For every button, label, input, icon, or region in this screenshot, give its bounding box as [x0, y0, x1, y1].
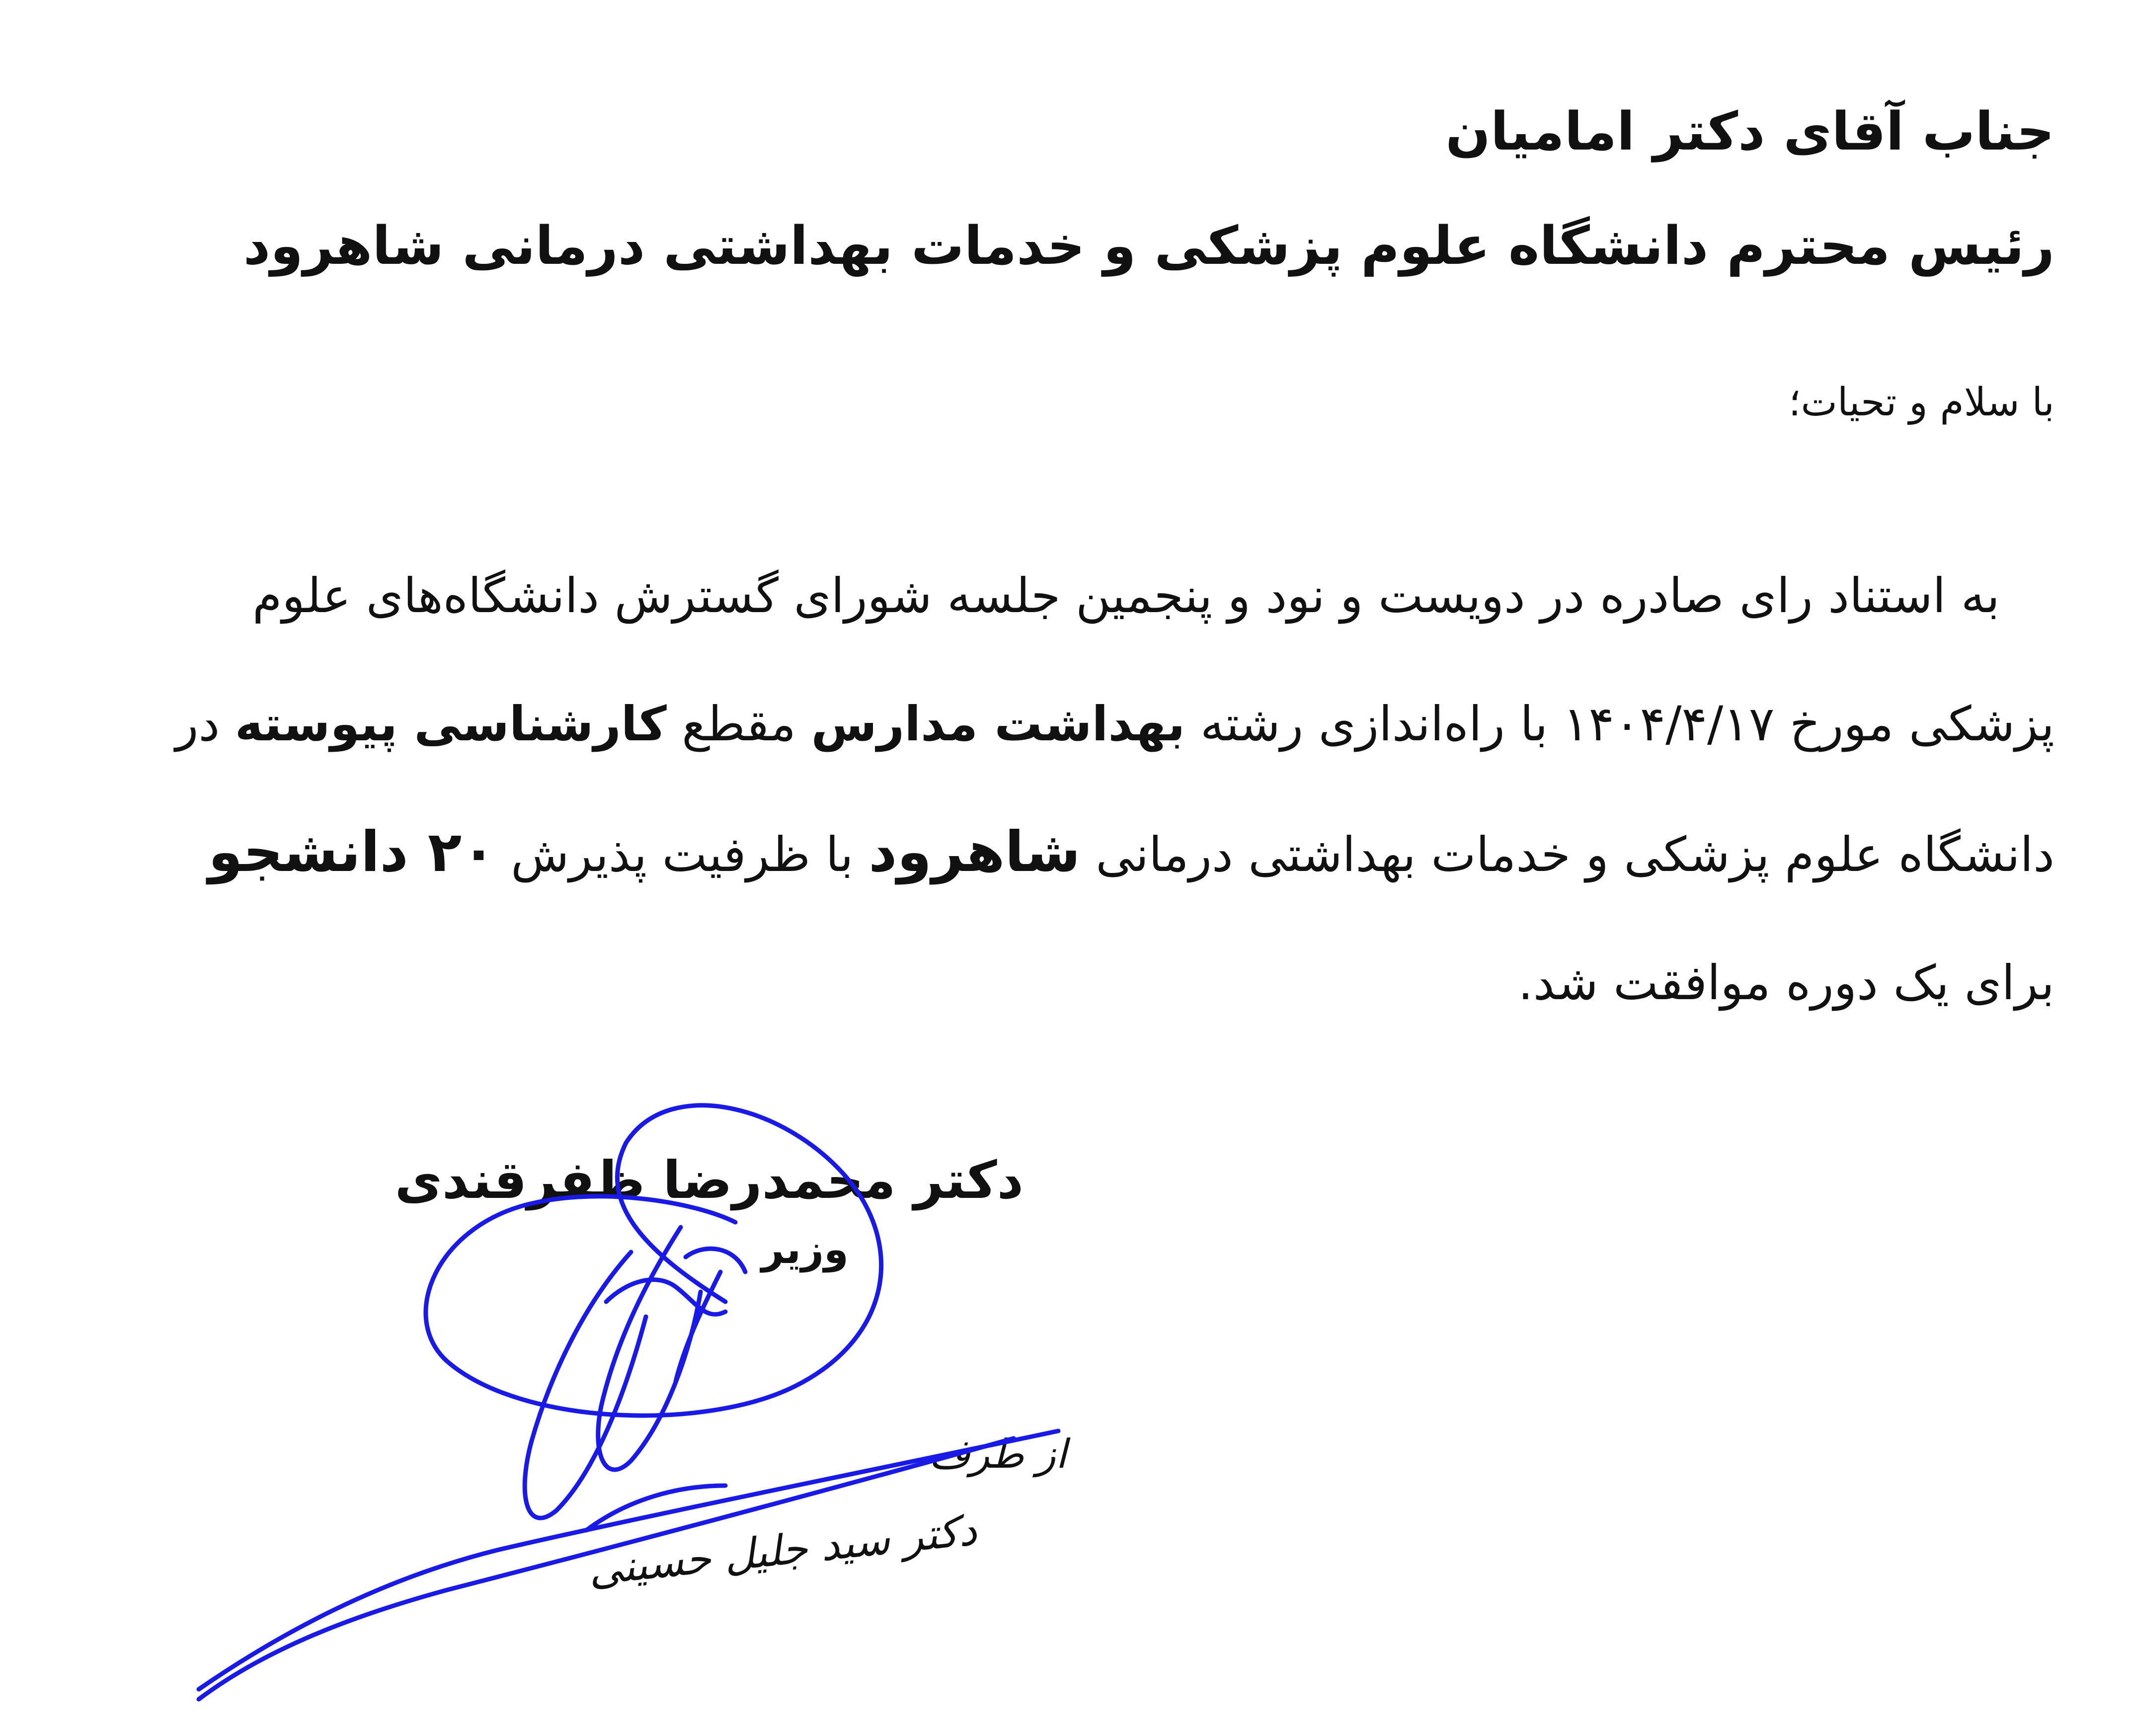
addressee-name: جناب آقای دکتر امامیان [1445, 101, 2054, 162]
signer-name: دکتر محمدرضا ظفرقندی [394, 1150, 1024, 1210]
body-line-1 [107, 532, 2054, 660]
letter-body [107, 532, 2054, 1047]
body-text-4: برای یک دوره موافقت شد. [1518, 955, 2054, 1011]
body-text-3c: با ظرفیت پذیرش [495, 827, 869, 882]
body-line-2 [107, 660, 2054, 788]
signature-stroke [676, 1272, 720, 1381]
field-name: بهداشت مدارس [811, 696, 1185, 752]
body-text-3a: دانشگاه علوم پزشکی و خدمات بهداشتی درمانی [1080, 827, 2054, 882]
body-text-2a: پزشکی مورخ ۱۴۰۴/۴/۱۷ با راه‌اندازی رشته [1185, 696, 2054, 752]
body-text-2e: در [175, 696, 235, 752]
addressee-block [117, 75, 2054, 303]
signature-stroke [606, 1280, 725, 1315]
signer-block [394, 1143, 1024, 1277]
body-line-3 [107, 788, 2054, 919]
signature-stroke [525, 1252, 646, 1518]
degree-level: کارشناسی پیوسته [235, 696, 667, 752]
on-behalf-label: از طرف [929, 1431, 1067, 1477]
signer-title: وزیر [761, 1226, 849, 1272]
deputy-name: دکتر سید جلیل حسینی [586, 1505, 979, 1595]
signature-stroke [586, 1486, 725, 1530]
body-line-4 [107, 919, 2054, 1047]
body-text-1: به استناد رای صادره در دویست و نود و پنجمین جلسه شورای گسترش دانشگاه‌های علوم [252, 568, 2000, 624]
addressee-title: رئیس محترم دانشگاه علوم پزشکی و خدمات بهداشتی درمانی شاهرود [243, 215, 2054, 276]
body-text-2c: مقطع [666, 696, 811, 752]
capacity: ۲۰ دانشجو [208, 820, 496, 884]
city-name: شاهرود [868, 820, 1081, 884]
greeting: با سلام و تحیات؛ [1788, 380, 2054, 425]
